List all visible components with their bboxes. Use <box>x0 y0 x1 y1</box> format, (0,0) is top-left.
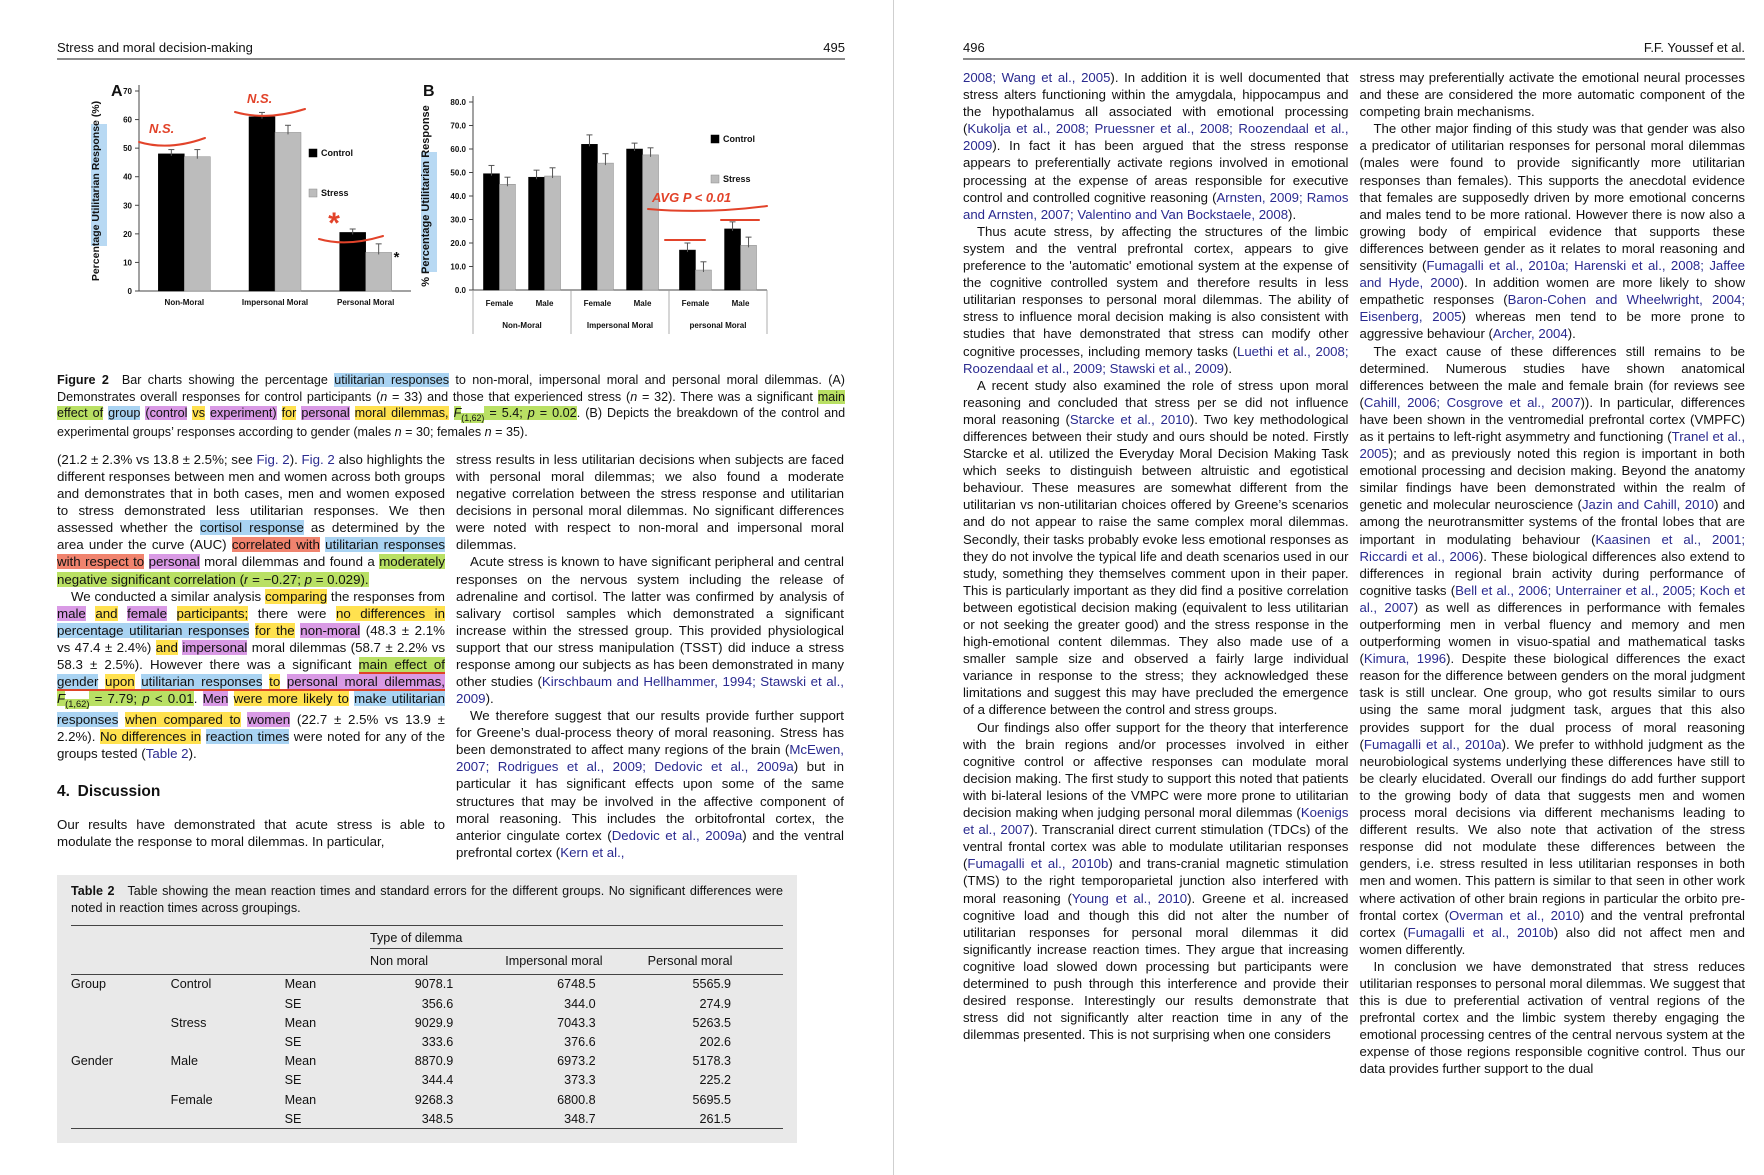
chart-b <box>415 72 811 364</box>
right-page-column-2 <box>1360 69 1746 1078</box>
citation-link[interactable]: Baron-Cohen and Wheelwright, 2004; Eisenberg, 2005 <box>1359 292 1745 325</box>
svg-text:Female: Female <box>583 299 612 308</box>
svg-text:Control: Control <box>723 134 755 144</box>
svg-text:80.0: 80.0 <box>450 98 466 107</box>
svg-text:Impersonal Moral: Impersonal Moral <box>241 298 309 307</box>
citation-link[interactable]: Luethi et al., 2008; Roozendaal et al., 2009; Stawski et al., 2009 <box>963 343 1349 376</box>
citation-link[interactable]: Cahill, 2006; Cosgrove et al., 2007 <box>1363 394 1581 410</box>
svg-text:Male: Male <box>535 299 554 308</box>
svg-text:40.0: 40.0 <box>450 192 466 201</box>
citation-link[interactable]: Koenigs et al., 2007 <box>963 805 1349 838</box>
citation-link[interactable]: Kukolja et al., 2008; Pruessner et al., 2008; Roozendaal et al., 2009 <box>963 121 1349 154</box>
table-col-impersonal-moral: Impersonal moral <box>505 948 647 974</box>
citation-link[interactable]: Arnsten, 2009; Ramos and Arnsten, 2007; Valentino and Van Bockstaele, 2008 <box>963 189 1349 222</box>
table-row: SE 356.6 344.0 274.9 <box>284 996 731 1011</box>
table-row: Gender Male Mean 8870.9 6973.2 5178.3 <box>71 1054 731 1069</box>
svg-text:*: * <box>393 249 399 266</box>
svg-text:Non-Moral: Non-Moral <box>164 298 205 307</box>
citation-link[interactable]: Starcke et al., 2010 <box>1069 411 1190 427</box>
svg-text:Non-Moral: Non-Moral <box>502 321 542 330</box>
citation-link[interactable]: Archer, 2004 <box>1492 326 1568 342</box>
svg-text:% Percentage Utilitarian Respo: % Percentage Utilitarian Response <box>420 105 432 287</box>
svg-text:Personal Moral: Personal Moral <box>336 298 395 307</box>
paragraph: Our results have demonstrated that acute stress is able to modulate the response to moral dilemmas. In particular, <box>57 816 445 849</box>
citation-link[interactable]: Tranel et al., 2005 <box>1359 428 1745 462</box>
citation-link[interactable]: Table 2 <box>145 745 189 761</box>
table-row: SE 348.5 348.7 261.5 <box>284 1111 731 1126</box>
svg-text:personal Moral: personal Moral <box>689 321 747 330</box>
paragraph: Our findings also offer support for the theory that interference with the brain regions and/or processes involved in either cognitive control or affective responses can modulate moral decision making. The first study to support this noted that patients with bi-lateral lesions of the VMPC were more prone to utilitarian decision making when judging personal moral dilemmas (Koenigs et al., 2007). Transcranial direct current stimulation (TDCs) of the ventral frontal cortex was able to modulate utilitarian responses (Fumagalli et al., 2010b) and trans-cranial magnetic stimulation (TMS) to the right temporoparietal junction also interfered with moral reasoning (Young et al., 2010). Greene et al. increased cognitive load and though this did not alter the number of utilitarian responses for personal moral dilemmas it did significantly increase reaction times. They argue that increasing cognitive load slowed down processing but participants were determined to push through this interference and provide their desired response. Interestingly our results demonstrate that stress did not significantly alter reaction time in any of the dilemmas presented. This is not surprising when one considers <box>963 719 1349 1043</box>
svg-text:Male: Male <box>633 299 652 308</box>
svg-text:70.0: 70.0 <box>450 121 466 131</box>
svg-text:A: A <box>111 83 123 100</box>
citation-link[interactable]: Kaasinen et al., 2001; Riccardi et al., 2006 <box>1359 531 1746 564</box>
svg-text:*: * <box>327 207 339 240</box>
svg-text:Stress: Stress <box>321 188 349 198</box>
paragraph: 2008; Wang et al., 2005). In addition it is well documented that stress alters functioning within the amygdala, hippocampus and the hypothalamus all associated with emotional processing (Kukolja et al., 2008; Pruessner et al., 2008; Roozendaal et al., 2009). In fact it has been argued that the stress response appears to preferentially activate regions involved in emotional processing at the expense of areas responsible for executive control and controlled cognitive reasoning (Arnsten, 2009; Ramos and Arnsten, 2007; Valentino and Van Bockstaele, 2008). <box>963 70 1349 222</box>
svg-text:Control: Control <box>321 148 353 158</box>
table-row: SE 344.4 373.3 225.2 <box>284 1073 731 1088</box>
svg-text:Percentage Utilitarian Respons: Percentage Utilitarian Response (%) <box>90 100 102 282</box>
svg-text:70: 70 <box>123 87 132 96</box>
svg-text:40: 40 <box>123 172 132 182</box>
running-head-right <box>963 0 1745 60</box>
svg-text:50: 50 <box>123 144 132 154</box>
citation-link[interactable]: Young et al., 2010 <box>1071 890 1188 906</box>
svg-text:N.S.: N.S. <box>247 91 273 106</box>
svg-text:Female: Female <box>681 299 710 308</box>
citation-link[interactable]: Overman et al., 2010 <box>1448 907 1580 923</box>
citation-link[interactable]: Fumagalli et al., 2010a; Harenski et al., 2008; Jaffee and Hyde, 2000 <box>1359 258 1746 291</box>
svg-text:Male: Male <box>731 299 750 308</box>
table-caption-label: Table 2 <box>71 883 115 898</box>
svg-text:20: 20 <box>123 229 132 239</box>
paragraph: We conducted a similar analysis comparing the responses from male and female participants; there were no differences in percentage utilitarian responses for the non-moral (48.3 ± 2.1% vs 47.4 ± 2.4%) and impersonal moral dilemmas (58.7 ± 2.2% vs 58.3 ± 2.5%). However there was a significant main effect of gender upon utilitarian responses to personal moral dilemmas, $F_{(1,62)} = 7.79$; p < 0.01. Men were more likely to make utilitarian responses when compared to women (22.7 ± 2.5% vs 13.9 ± 2.2%). No differences in reaction times were noted for any of the groups tested (Table 2). <box>57 588 445 761</box>
paragraph: We therefore suggest that our results provide further support for Greene’s dual-process theory of moral reasoning. Stress has been demonstrated to affect many regions of the brain (McEwen, 2007; Rodrigues et al., 2009; Dedovic et al., 2009a) but in particular it has significant effects upon some of the same structures that may be involved in the affective component of moral reasoning. This includes the orbitofrontal cortex, the anterior cingulate cortex (Dedovic et al., 2009a) and the ventral prefrontal cortex (Kern et al., <box>456 708 844 860</box>
citation-link[interactable]: Fumagalli et al., 2010b <box>967 856 1109 872</box>
svg-text:Impersonal Moral: Impersonal Moral <box>586 321 654 330</box>
page-number-right: 496 <box>963 40 985 55</box>
figure-caption <box>57 372 845 441</box>
figure-caption-label: Figure 2 <box>57 373 109 387</box>
figure-2 <box>57 60 845 368</box>
svg-text:B: B <box>423 83 435 100</box>
citation-link[interactable]: Fig. 2 <box>256 451 290 467</box>
svg-text:0.0: 0.0 <box>454 286 466 295</box>
svg-text:N.S.: N.S. <box>149 121 175 136</box>
page-divider <box>893 0 894 1175</box>
paragraph: The other major finding of this study was that gender was also a predicator of utilitarian responses for personal moral dilemmas (males were found to provide significantly more utilitarian responses than females). This supports the anecdotal evidence that females are supposedly driven by more emotional concerns and males tend to be more rational. However there is now also a growing body of empirical evidence that supports these differences between gender as it relates to moral reasoning and sensitivity (Fumagalli et al., 2010a; Harenski et al., 2008; Jaffee and Hyde, 2000). In addition women are more likely to show empathetic responses (Baron-Cohen and Wheelwright, 2004; Eisenberg, 2005) whereas men tend to be more prone to aggressive behaviour (Archer, 2004). <box>1359 121 1746 342</box>
reaction-times-table <box>71 925 783 1130</box>
citation-link[interactable]: Kimura, 1996 <box>1363 651 1447 667</box>
svg-text:Stress: Stress <box>723 174 751 184</box>
table-row: Female Mean 9268.3 6800.8 5695.5 <box>170 1092 731 1107</box>
paragraph: (21.2 ± 2.3% vs 13.8 ± 2.5%; see Fig. 2). Fig. 2 also highlights the different responses between men and women across both groups and demonstrates that in both cases, men and women exposed to stress demonstrated less utilitarian responses. We then assessed whether the cortisol response as determined by the area under the curve (AUC) correlated with utilitarian responses with respect to personal moral dilemmas and found a moderately negative significant correlation (r = −0.27; p = 0.029). <box>57 451 446 587</box>
citation-link[interactable]: Dedovic et al., 2009a <box>611 827 743 843</box>
table-col-personal-moral: Personal moral <box>648 948 783 974</box>
svg-text:AVG P < 0.01: AVG P < 0.01 <box>652 190 732 205</box>
page-496 <box>963 0 1745 1078</box>
citation-link[interactable]: Jazin and Cahill, 2010 <box>1581 497 1715 513</box>
svg-text:20.0: 20.0 <box>450 239 466 248</box>
table-2 <box>57 875 797 1144</box>
left-page-column-2 <box>456 451 844 861</box>
citation-link[interactable]: Fumagalli et al., 2010a <box>1363 736 1502 752</box>
svg-text:30.0: 30.0 <box>450 215 466 225</box>
page-number-left: 495 <box>823 40 845 55</box>
svg-text:10: 10 <box>123 258 132 268</box>
table-caption <box>71 883 783 917</box>
citation-link[interactable]: Bell et al., 2006; Unterrainer et al., 2005; Koch et al., 2007 <box>1359 582 1745 615</box>
figure-caption-text: Bar charts showing the percentage utilitarian responses to non-moral, impersonal moral and personal moral dilemmas. (A) Demonstrates overall responses for control participants (n = 33) and those that experienced stress (n = 32). There was a significant main effect of group (control vs experiment) for personal moral dilemmas, $F_{(1,62)} = 5.4$; p = 0.02. (B) Depicts the breakdown of the control and experimental groups’ responses according to gender (males n = 30; females n = 35). <box>57 373 846 440</box>
running-head-left <box>57 0 845 60</box>
svg-text:60: 60 <box>123 115 132 125</box>
svg-text:60.0: 60.0 <box>450 145 466 154</box>
discussion-heading: 4. Discussion <box>57 782 161 800</box>
citation-link[interactable]: Fig. 2 <box>301 451 335 467</box>
svg-text:50.0: 50.0 <box>450 168 466 178</box>
paragraph: Thus acute stress, by affecting the structures of the limbic system and the ventral prefrontal cortex, appears to give preference to the 'automatic' emotional system at the expense of the cognitive controlled system and therefore results in less utilitarian responses to personal moral dilemmas. The ability of stress to influence moral decision making is also consistent with studies that have demonstrated that stress can modify other cognitive processes, including memory tasks (Luethi et al., 2008; Roozendaal et al., 2009; Stawski et al., 2009). <box>963 223 1349 376</box>
citation-link[interactable]: Kern et al., <box>560 844 625 860</box>
page-495 <box>57 0 845 1143</box>
citation-link[interactable]: Fumagalli et al., 2010b <box>1407 924 1554 940</box>
paragraph: Acute stress is known to have significant peripheral and central responses on the nervous system including the release of adrenaline and cortisol. The latter was confirmed by analysis of salivary cortisol samples which demonstrated a significant increase within the stressed group. This provided physiological support that our stress manipulation (TSST) did induce a stress response among our subjects as has been demonstrated in many other studies (Kirschbaum and Hellhammer, 1994; Stawski et al., 2009). <box>456 554 844 707</box>
paragraph: stress may preferentially activate the emotional neural processes and these are considered the more automatic component of the competing brain mechanisms. <box>1359 70 1745 120</box>
table-span-header: Type of dilemma <box>370 925 783 948</box>
paragraph: The exact cause of these differences still remains to be determined. Numerous studies have shown anatomical differences between the male and female brain (for reviews see (Cahill, 2006; Cosgrove et al., 2007)). In particular, differences have been shown in the ventromedial prefrontal cortex (VMPFC) as it pertains to left-right asymmetry and functioning (Tranel et al., 2005); and as previously noted this region is important in both emotional processing and decision making. Beyond the anatomy similar findings have been demonstrated within the realm of genetic and molecular neuroscience (Jazin and Cahill, 2010) and among the neurotransmitter systems of the frontal lobes that are important in modulating behaviour (Kaasinen et al., 2001; Riccardi et al., 2006). These biological differences also extend to differences in regional brain activity during performance of cognitive tasks (Bell et al., 2006; Unterrainer et al., 2005; Koch et al., 2007) as well as differences in performance with females outperforming men in verbal fluency and memory and men outperforming women in visuo-spatial and mathematical tasks (Kimura, 1996). Despite these biological differences the exact reason for the difference between genders on the moral judgment task is still unclear. One group, who got results similar to ours using the same moral judgment task, argues that this also provides support for the dual process of moral reasoning (Fumagalli et al., 2010a). We prefer to withhold judgment as the neurobiological systems underlying these differences have still to be clearly elucidated. Overall our findings do add further support to the growing body of data that suggests men and women process moral decisions via different mechanisms leading to different results. We also note that activation of the stress response did not modulate these differences between the genders, i.e. stress resulted in less utilitarian responses in both men and women. This pattern is similar to that seen in other work where activation of other brain regions in particular the orbito pre-frontal cortex (Overman et al., 2010) and the ventral prefrontal cortex (Fumagalli et al., 2010b) also did not affect men and women differently. <box>1359 343 1746 957</box>
table-caption-text: Table showing the mean reaction times and standard errors for the different groups. No significant differences were noted in reaction times across groupings. <box>71 883 783 915</box>
citation-link[interactable]: Kirschbaum and Hellhammer, 1994; Stawski et al., 2009 <box>456 673 844 707</box>
citation-link[interactable]: McEwen, 2007; Rodrigues et al., 2009; Dedovic et al., 2009a <box>456 742 844 775</box>
table-col-non-moral: Non moral <box>370 948 505 974</box>
left-page-column-1 <box>57 451 445 861</box>
svg-text:10.0: 10.0 <box>450 262 466 272</box>
citation-link[interactable]: 2008; Wang et al., 2005 <box>963 70 1111 85</box>
svg-text:30: 30 <box>123 201 132 211</box>
paragraph: In conclusion we have demonstrated that stress reduces utilitarian responses to personal moral dilemmas. We suggest that this is due to preferential activation of ventral regions of the prefrontal cortex and the limbic system thereby engaging the emotional processing centres of the central nervous system at the expense of those regions responsible cognitive control. Thus our data provides further support to the dual <box>1359 958 1745 1077</box>
table-row: Stress Mean 9029.9 7043.3 5263.5 <box>170 1015 731 1030</box>
running-authors: F.F. Youssef et al. <box>1643 40 1745 55</box>
svg-text:0: 0 <box>127 287 132 296</box>
running-title: Stress and moral decision-making <box>57 40 253 55</box>
paragraph: stress results in less utilitarian decisions when subjects are faced with personal moral dilemmas; we also found a moderate negative correlation between the stress response and utilitarian decisions in personal moral dilemmas. No significant differences were noted with respect to non-moral and impersonal moral dilemmas. <box>456 451 844 553</box>
svg-text:Female: Female <box>485 299 514 308</box>
chart-a <box>87 76 423 334</box>
right-page-column-1 <box>963 69 1349 1078</box>
paragraph: A recent study also examined the role of stress upon moral reasoning and concluded that stress per se did not influence moral reasoning (Starcke et al., 2010). Two key methodological differences between their study and ours should be noted. Firstly Starcke et al. utilized the Everyday Moral Decision Making Task which seeks to distinguish between altruistic and egotistical behaviour. These measures are somewhat different from the utilitarian vs non-utilitarian choices offered by Greene’s scenarios and do not appear to raise the same complex moral dilemmas. Secondly, their tasks probably evoke less emotional responses as they do not involve the typical life and death scenarios used in our study, something they themselves comment upon in their paper. This is particularly important as they did find a positive correlation between egotistical decision making (equivalent to less utilitarian or not seeking the greater good) and the stress response in the high-emotional content dilemmas. They also made use of a smaller sample size and observed a fairly large individual variance in response to the stress; they acknowledged these limitations and suggest this may have precluded the emergence of a difference between the control and stress groups. <box>963 377 1349 718</box>
table-row: SE 333.6 376.6 202.6 <box>284 1035 731 1049</box>
table-row: Group Control Mean 9078.1 6748.5 5565.9 <box>71 977 731 992</box>
